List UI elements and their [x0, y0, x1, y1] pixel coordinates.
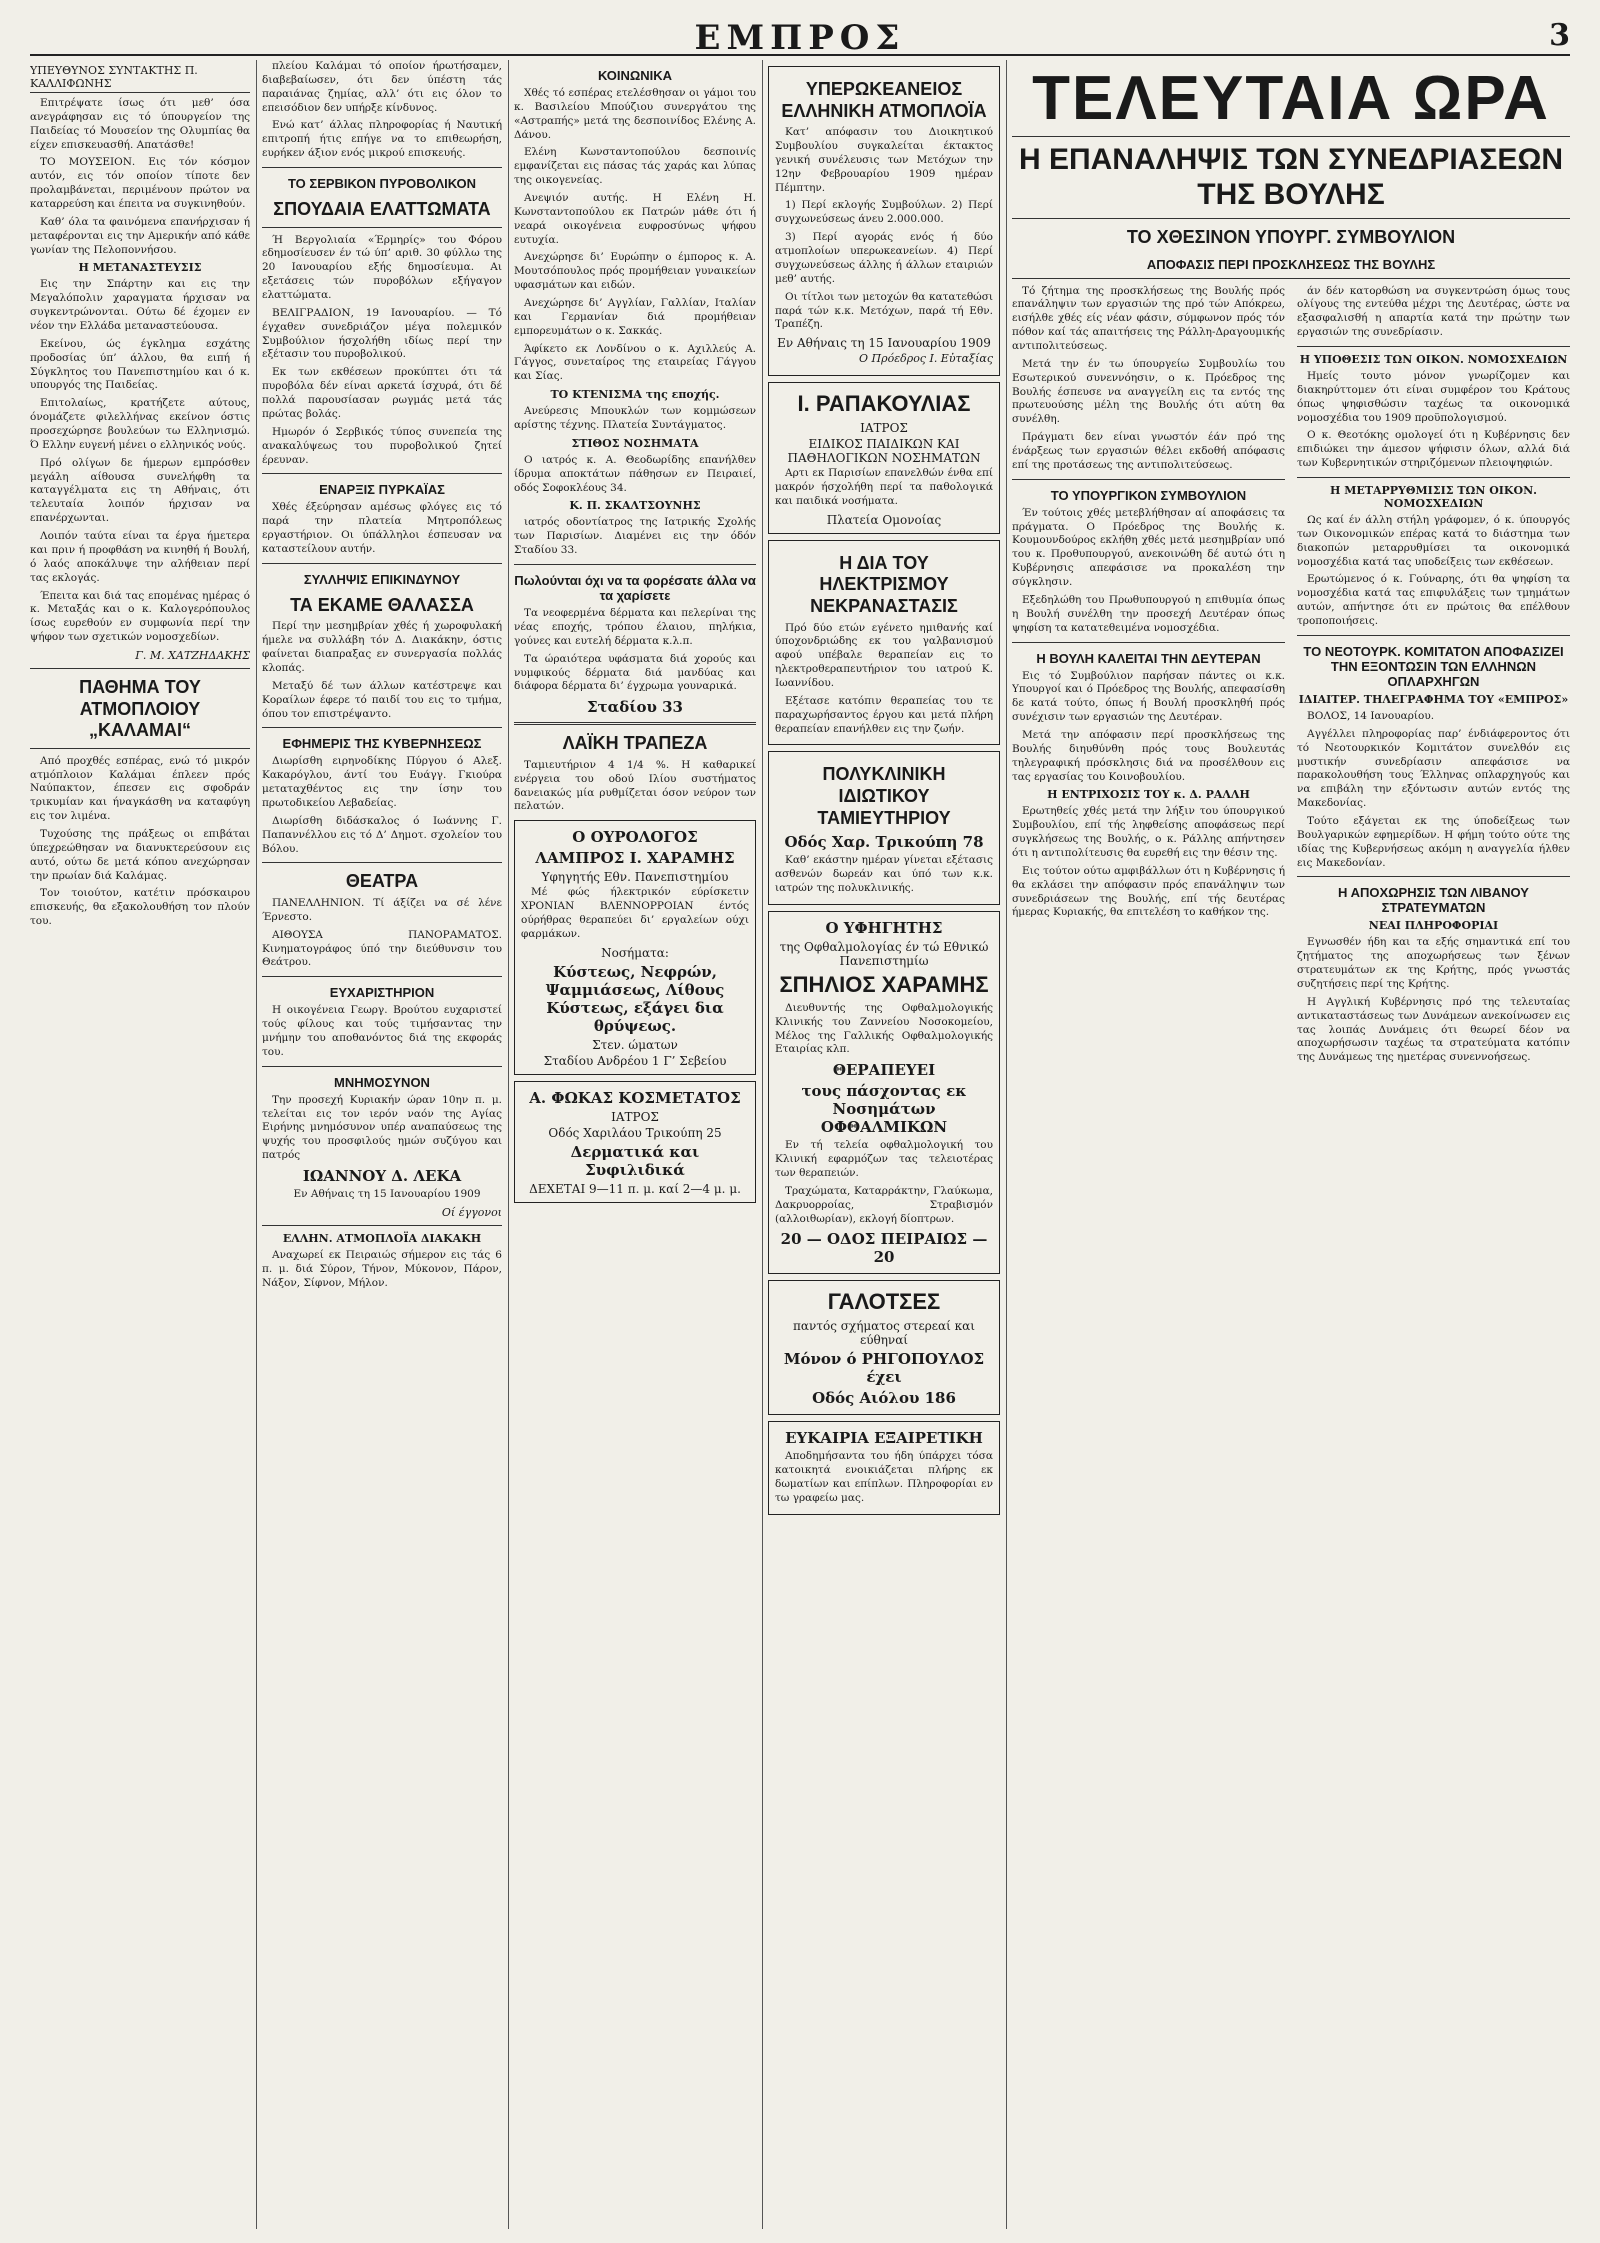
- ad-heading: ΥΠΕΡΩΚΕΑΝΕΙΟΣ ΕΛΛΗΝΙΚΗ ΑΤΜΟΠΛΟΪΑ: [781, 79, 987, 121]
- divider: [1297, 876, 1570, 877]
- article-paragraph: Ανεχώρησε δι’ Αγγλίαν, Γαλλίαν, Ιταλίαν και Γερμανίαν διά προμήθειαν εμπορευμάτων ο κ. Σακκάς.: [514, 297, 756, 337]
- article-paragraph: Εκ των εκθέσεων προκύπτει ότι τά πυροβόλα δέν είναι αρκετά ίσχυρά, ότι δέ πολλά παρουσίασαν ρωγμάς μετά τάς πρώτας βολάς.: [262, 366, 502, 420]
- divider: [1297, 477, 1570, 478]
- divider: [30, 668, 250, 669]
- divider: [262, 1066, 502, 1067]
- article-headline: ΣΥΛΛΗΨΙΣ ΕΠΙΚΙΝΔΥΝΟΥ: [303, 571, 461, 587]
- ad-text: Μόνον ό ΡΗΓΟΠΟΥΛΟΣ έχει: [783, 1350, 985, 1387]
- divider: [1297, 635, 1570, 636]
- doctor-specialty: ΕΙΔΙΚΟΣ ΠΑΙΔΙΚΩΝ ΚΑΙ ΠΑΘΗΛΟΓΙΚΩΝ ΝΟΣΗΜΑΤΩΝ: [787, 437, 981, 466]
- ad-date: Εν Αθήναις τη 15 Ιανουαρίου 1909: [777, 336, 991, 351]
- section-heading: Η ΜΕΤΑΝΑΣΤΕΥΣΙΣ: [78, 261, 202, 275]
- divider: [30, 748, 250, 749]
- divider: [262, 167, 502, 168]
- sub-headline: ΤΟ ΧΘΕΣΙΝΟΝ ΥΠΟΥΡΓ. ΣΥΜΒΟΥΛΙΟΝ: [1126, 227, 1456, 247]
- doctor-name: Ι. ΡΑΠΑΚΟΥΛΙΑΣ: [797, 391, 971, 417]
- ad-address: Σταδίου Ανδρέου 1 Γ’ Σεβείου: [543, 1053, 727, 1068]
- article-paragraph: Ταμιευτήριον 4 1/4 %. Η καθαρικεί ενέργεια του οδού Ιλίου συστήματος δανειακώς μία ρυθμίζεται όσον νεύρον των πελατών.: [514, 758, 756, 813]
- dateline: ΒΟΛΟΣ, 14 Ιανουαρίου.: [1307, 709, 1435, 722]
- article-headline: ΤΟ ΣΕΡΒΙΚΟΝ ΠΥΡΟΒΟΛΙΚΟΝ: [287, 176, 477, 192]
- article-headline: ΕΛΛΗΝ. ΑΤΜΟΠΛΟΪΑ ΔΙΑΚΑΚΗ: [282, 1231, 482, 1245]
- section-heading: Η ΕΝΤΡΙΧΟΣΙΣ ΤΟΥ κ. Δ. ΡΑΛΛΗ: [1047, 788, 1250, 802]
- ad-signature: Ο Πρόεδρος Ι. Εὐταξίας: [859, 352, 993, 366]
- article-paragraph: Ερωτώμενος ό κ. Γούναρης, ότι θα ψηφίση τα νομοσχέδια κατά τας επιφυλάξεις των τμημάτων αυτών, απήντησε ότι εν πρώτοις θα επέλθουν τροποποιήσεις.: [1297, 573, 1570, 628]
- article-paragraph: Πρό ολίγων δε ήμερων εμπρόσθεν μεγάλη αίθουσα συνελήφθη τα καταγγέλματα εις τη Αθήναις, ότι τελευταία λοιπόν ήρχισαν να επανέρχωνται.: [30, 456, 250, 525]
- doctor-specialty: Δερματικά και Συφιλιδικά: [570, 1142, 700, 1179]
- section-heading: ΤΟ ΝΕΟΤΟΥΡΚ. ΚΟΜΙΤΑΤΟΝ ΑΠΟΦΑΣΙΖΕΙ ΤΗΝ ΕΞΟΝΤΩΣΙΝ ΤΩΝ ΕΛΛΗΝΩΝ ΟΠΛΑΡΧΗΓΩΝ: [1303, 643, 1564, 689]
- article-paragraph: Χθές τό εσπέρας ετελέσθησαν οι γάμοι του κ. Βασιλείου Μπούζιου συνεργάτου της «Αστραπής» μετά της δεσποινίδος Ελένης Α. Δάνου.: [514, 87, 756, 141]
- article-paragraph: Ερωτηθείς χθές μετά την λήξιν του ύπουργικού Συμβουλίου, επί τής ληφθείσης αποφάσεως περί συγκλήσεως της Βουλής, ο κ. Ράλλης απήντησεν ότι η αντιπολίτευσις θα ευρεθή εις την θέσιν της.: [1012, 805, 1285, 859]
- ad-text: Τραχώματα, Καταρράκτην, Γλαύκωμα, Δακρυορροίας, Στραβισμόν (αλλοιθωρίαν), εκλογή δίοπτρων.: [775, 1184, 993, 1225]
- ad-text: Διευθυντής της Οφθαλμολογικής Κλινικής του Ζαννείου Νοσοκομείου, Μέλος της Γαλλικής Οφθαλμολογικής Εταιρίας κλπ.: [775, 1001, 993, 1056]
- article-paragraph: Αναχωρεί εκ Πειραιώς σήμερον εις τάς 6 π. μ. διά Σύρον, Τήνον, Μύκονον, Πάρον, Νάξον, Σίφνον, Μήλον.: [262, 1248, 502, 1289]
- article-paragraph: Ο ιατρός κ. Α. Θεοδωρίδης επανήλθεν ίδρυμα αποκτάτων πάθησων εν Πειραιεί, οδός Σοφοκλέους 34.: [514, 453, 756, 494]
- office-hours: ΔΕΧΕΤΑΙ 9—11 π. μ. καί 2—4 μ. μ.: [529, 1181, 741, 1196]
- ad-text: Πρό δύο ετών εγένετο ημιθανής καί ύποχονδριώδης εκ του γαλβανισμού αφού υπέβαλε θεραπείαν εις το ηλεκτροθεραπευτήριον του ιατρού Κ. Ιωαννίδου.: [775, 621, 993, 690]
- divider: [514, 564, 756, 565]
- divider: [1012, 479, 1285, 480]
- article-paragraph: Εξεδηλώθη του Πρωθυπουργού η επιθυμία όπως η Βουλή συνέλθη την προσεχή Δευτέραν όπως ψηφίση τα κατατεθειμένα νομοσχέδια.: [1012, 593, 1285, 634]
- article-paragraph: Τα ώραιότερα υφάσματα διά χορούς και νυμφικούς δέρματα διά μανδύας και διάφορα δέρματα δι’ έγχρωμα γουναρικά.: [514, 652, 756, 693]
- article-paragraph: Εγνωσθέν ήδη και τα εξής σημαντικά επί του ζητήματος της αποχωρήσεως των ξένων στρατευμάτων εκ της Κρήτης, πρός γνωστάς συζητήσεις περί της Κρήτης.: [1297, 936, 1570, 990]
- ad-text: 3) Περί αγοράς ενός ή δύο ατμοπλοίων υπερωκεανείων. 4) Περί συγχωνεύσεως άλλης ή άλλων εταιριών μεθ’ αυτής.: [775, 231, 993, 285]
- article-headline: ΣΠΟΥΔΑΙΑ ΕΛΑΤΤΩΜΑΤΑ: [273, 199, 491, 220]
- article-paragraph: Λοιπόν ταύτα είναι τα έργα ήμετερα και πριν ή προφθάση να κινηθή ή Βουλή, ό λαός αποκάλυψε την αλήθειαν περί τας εκλογάς.: [30, 530, 250, 584]
- doctor-credential: Υφηγητής Εθν. Πανεπιστημίου: [541, 870, 729, 885]
- article-paragraph: Ανεύρεσις Μπουκλών των κομμώσεων αρίστης τέχνης. Πλατεία Συντάγματος.: [514, 405, 756, 432]
- divider: [1012, 218, 1570, 219]
- advertisement-box: [768, 66, 1000, 376]
- newspaper-title: ΕΜΠΡΟΣ: [694, 18, 906, 58]
- masthead: [30, 18, 1570, 56]
- divider: [1012, 136, 1570, 137]
- doctor-name: Α. ΦΩΚΑΣ ΚΟΣΜΕΤΑΤΟΣ: [529, 1088, 741, 1107]
- advertisement-box: [768, 540, 1000, 746]
- section-heading: Η ΑΠΟΧΩΡΗΣΙΣ ΤΩΝ ΛΙΒΑΝΟΥ ΣΤΡΑΤΕΥΜΑΤΩΝ: [1338, 885, 1529, 916]
- ad-address: Οδός Αιόλου 186: [812, 1389, 956, 1408]
- article-paragraph: Έπειτα και διά τας επομένας ημέρας ό κ. Μεταξάς και ο κ. Καλογερόπουλος ίσως ευρεθούν εν συμφωνία περί την ψήφον των σχετικών νομοσχεδίων.: [30, 589, 250, 644]
- editor-byline: ΥΠΕΥΘΥΝΟΣ ΣΥΝΤΑΚΤΗΣ Π. ΚΑΛΛΙΦΩΝΗΣ: [30, 64, 250, 93]
- ad-heading: ΣΤΙΘΟΣ ΝΟΣΗΜΑΤΑ: [571, 436, 699, 450]
- section-heading: Η ΒΟΥΛΗ ΚΑΛΕΙΤΑΙ ΤΗΝ ΔΕΥΤΕΡΑΝ: [1036, 650, 1261, 666]
- divider: [262, 227, 502, 228]
- article-paragraph: Ως καί έν άλλη στήλη γράφομεν, ό κ. ύπουργός των Οικονομικών επέρας κατά το διάστημα των διακοπών μεταρρυθμίσει τα οικονομικά νομοσχέδια κατά τας υποδείξεις των εκθέσεων.: [1297, 514, 1570, 568]
- divider: [262, 862, 502, 863]
- article-paragraph: Ή Βεργολιαία «Έρμηρίς» του Φόρου εδημοσίευσεν έν τώ ύπ’ αριθ. 30 φύλλω της 20 Ιανουαρίου εξής δημοσίευμα. Αι εξετάσεις τών πυροβόλων εξήγαγον ελαττώματα.: [262, 233, 502, 302]
- ad-text: Κατ’ απόφασιν του Διοικητικού Συμβουλίου συγκαλείται έκτακτος γενική συνέλευσις των Μετόχων την 12ην Φεβρουαρίου 1909 ημέραν Πέμπτην.: [775, 126, 993, 194]
- article-paragraph: Ανεψιόν αυτής. Η Ελένη Η. Κωνσταντοπούλου εκ Πατρών μάθε ότι ή νεαρά οικογένεια ευφροσύνως ψήφου ευτυχία.: [514, 192, 756, 246]
- column-1: [30, 60, 250, 2229]
- ad-text: 1) Περί εκλογής Συμβούλων. 2) Περί συγχωνεύσεως άνευ 2.000.000.: [775, 199, 993, 226]
- ad-text: τους πάσχοντας εκ Νοσημάτων ΟΦΘΑΛΜΙΚΩΝ: [801, 1082, 967, 1137]
- section-heading: Η ΜΕΤΑΡΡΥΘΜΙΣΙΣ ΤΩΝ ΟΙΚΟΝ. ΝΟΜΟΣΧΕΔΙΩΝ: [1330, 484, 1537, 511]
- section-heading: Η ΥΠΟΘΕΣΙΣ ΤΩΝ ΟΙΚΟΝ. ΝΟΜΟΣΧΕΔΙΩΝ: [1299, 353, 1568, 367]
- article-headline: ΠΑΘΗΜΑ ΤΟΥ ΑΤΜΟΠΛΟΙΟΥ „ΚΑΛΑΜΑΙ“: [79, 676, 201, 741]
- divider: [1297, 346, 1570, 347]
- article-headline: ΕΦΗΜΕΡΙΣ ΤΗΣ ΚΥΒΕΡΝΗΣΕΩΣ: [282, 736, 482, 752]
- article-paragraph: Καθ’ όλα τα φαινόμενα επανήρχισαν ή μεταφέρονται εις την Αμερικήν από κάθε γωνίαν της Πελοποννήσου.: [30, 215, 250, 256]
- ad-text: Οι τίτλοι των μετοχών θα κατατεθώσι παρά τών κ.κ. Μετόχων, παρά τή Εθν. Τραπέζη.: [775, 290, 993, 331]
- article-paragraph: Τυχούσης της πράξεως οι επιβάται ύπεχρεώθησαν να διανυκτερεύσουν εις αυτό, ούτω δε μετά κόπου ανεχώρησαν την πρωίαν διά Καλάμας.: [30, 828, 250, 882]
- doctor-name: ΛΑΜΠΡΟΣ Ι. ΧΑΡΑΜΗΣ: [535, 849, 735, 868]
- article-paragraph: Ενώ κατ’ άλλας πληροφορίας ή Ναυτική επιτροπή ήτις επήγε να το επιθεωρήση, ευρήκεν άξιον ενός μικρού επισκευής.: [262, 119, 502, 160]
- column-separator: [508, 60, 509, 2229]
- doctor-title: ΙΑΤΡΟΣ: [860, 421, 908, 436]
- article-paragraph: Η οικογένεια Γεωργ. Βρούτου ευχαριστεί τούς φίλους και τούς τιμήσαντας την μνήμην του αποθανόντος διά της εκφοράς του.: [262, 1004, 502, 1058]
- ad-address: Πλατεία Ομονοίας: [826, 512, 942, 527]
- two-column-body: [1012, 285, 1570, 1070]
- article-paragraph: Εις τό Συμβούλιον παρήσαν πάντες οι κ.κ. Υπουργοί και ό Πρόεδρος της Βουλής, απεφασίσθη δε κατά τούτο, όπως ή Βουλή προσκληθή πρός συνέχισιν των εργασιών της Δευτέραν.: [1012, 669, 1285, 724]
- memorial-date: Εν Αθήναις τη 15 Ιανουαρίου 1909: [293, 1188, 481, 1201]
- article-paragraph: Διωρίσθη διδάσκαλος ό Ιωάννης Γ. Παπαννέλλου εις τό Δ’ Δημοτ. σχολείον του Βόλου.: [262, 814, 502, 855]
- article-paragraph: Την προσεχή Κυριακήν ώραν 10ην π. μ. τελείται εις τον ιερόν ναόν της Αγίας Ειρήνης μνημόσυνον υπέρ αναπαύσεως της ψυχής του προσφιλούς ημών συζύγου και πατρός: [262, 1093, 502, 1162]
- ad-heading: Ο ΟΥΡΟΛΟΓΟΣ: [572, 828, 698, 847]
- advertisement-box: [514, 820, 756, 1074]
- article-headline: ΕΝΑΡΞΙΣ ΠΥΡΚΑΪΑΣ: [319, 482, 445, 498]
- ad-address: Σταδίου 33: [586, 698, 683, 717]
- ad-heading: ΕΥΚΑΙΡΙΑ ΕΞΑΙΡΕΤΙΚΗ: [785, 1429, 983, 1448]
- advertisement-box: [768, 1280, 1000, 1415]
- ad-text: Μέ φώς ήλεκτρικόν εύρίσκετιν ΧΡΟΝΙΑΝ ΒΛΕΝΝΟΡΡΟΙΑΝ έντός ούρήθρας θεραπεύει δι’ εργαλείων ούχι φαρμάκων.: [521, 886, 749, 940]
- ad-text: παντός σχήματος στερεαί και εύθηναί: [793, 1319, 975, 1348]
- memorial-name: ΙΩΑΝΝΟΥ Δ. ΛΕΚΑ: [302, 1167, 462, 1186]
- advertisement-box: [768, 751, 1000, 904]
- article-paragraph: ΒΕΛΙΓΡΑΔΙΟΝ, 19 Ιανουαρίου. — Τό έγχαθεν συνεδριάζον μέγα πολεμικόν Συμβούλιον ήσχολήθη ιδίως περί την εξέτασιν του πυροβολικού.: [262, 306, 502, 361]
- column-3: [514, 60, 756, 2229]
- article-paragraph: Εκείνου, ώς έγκλημα εσχάτης προδοσίας ύπ’ άλλου, θα ειπή ή Σύγκλητος του Πανεπιστημίου και ό κ. υπουργός της Παιδείας.: [30, 337, 250, 392]
- ad-text: Νοσήματα:: [601, 945, 669, 960]
- ad-heading: Ο ΥΦΗΓΗΤΗΣ: [825, 918, 943, 937]
- doctor-title: ΙΑΤΡΟΣ: [611, 1109, 659, 1124]
- memorial-signature: Οί έγγονοι: [441, 1205, 502, 1219]
- article-paragraph: Τό ζήτημα της προσκλήσεως της Βουλής πρός επανάληψιν των εργασιών της πρό τών Απόκρεω, εισήλθε χθές είς νέαν φάσιν, σύμφωνον πρός τόν πόθον καί τάς απαιτήσεις της Ράλλη-Δραγουμικής αντιπολιτεύσεως.: [1012, 284, 1285, 353]
- article-paragraph: Έν τούτοις χθές μετεβλήθησαν αί αποφάσεις τα πράγματα. Ο Πρόεδρος της Βουλής κ. Κουμουνδούρος εκλήθη χθές μετά μεσημβρίαν υπό του κ. Προθυπουργού, ανεκοινώθη δέ αυτώ ότι η Κυβέρνησις απεφάσισε να προκαλέση την σύγκλησιν.: [1012, 506, 1285, 589]
- ad-address: Οδός Χαριλάου Τρικούπη 25: [548, 1125, 722, 1140]
- article-paragraph: Άφίκετο εκ Λονδίνου ο κ. Αχιλλεύς Α. Γάγγος, συνεταίρος της εταιρείας Γάγγου και Σίας.: [514, 342, 756, 383]
- article-paragraph: Αγγέλλει πληροφορίας παρ’ ένδιάφεροντος ότι τό Νεοτουρκικόν Κομιτάτον συνελθόν εις μυστικήν συνεδρίασιν απεφάσισε να παρακολουθήση τους Έλληνας οπλαρχηγούς και να επιβάλη την εξόντωσιν αυτών εντός της Μακεδονίας.: [1297, 727, 1570, 810]
- article-paragraph: Εις τούτον ούτω αμφιβάλλων ότι η Κυβέρνησις ή θα εκλάσει την απόφασιν πρός επανάληψιν των συνεδριάσεων της Βουλής, επί τής δευτέρας ήμερας Κυριακής, θα επιτελέση το καθήκον της.: [1012, 864, 1285, 919]
- ad-heading: ΤΟ ΚΤΕΝΙΣΜΑ της εποχής.: [550, 388, 720, 402]
- advertisement-box: [768, 911, 1000, 1275]
- ad-heading: ΠΟΛΥΚΛΙΝΙΚΗ ΙΔΙΩΤΙΚΟΥ ΤΑΜΙΕΥΤΗΡΙΟΥ: [817, 764, 951, 828]
- article-paragraph: Διωρίσθη ειρηνοδίκης Πύργου ό Αλεξ. Κακαρόγλου, άντί του Ευάγγ. Γκιούρα μεταταχθέντος εις την ίσην του πρωτοδικείου Λεβαδείας.: [262, 755, 502, 809]
- divider: [262, 1225, 502, 1226]
- article-paragraph: Τον τοιούτον, κατέτιν πρόσκαιρου επισκευής, θα εξακολουθήση τον πλούν του.: [30, 887, 250, 928]
- article-paragraph: Πράγματι δεν είναι γνωστόν έάν πρό της ένάρξεως των εργασιών θέλει εκδοθή απόφασις επί της προτάσεως της αντιπολιτεύσεως.: [1012, 431, 1285, 471]
- ad-heading: ΓΑΛΟΤΣΕΣ: [827, 1289, 941, 1315]
- article-paragraph: Περί την μεσημβρίαν χθές ή χωροφυλακή ήμελε να συλλάβη τόν Δ. Διακάκην, όστις φαίνεται διαπραξας εν συνεργασία πολλάς κλοπάς.: [262, 620, 502, 674]
- sub-headline: ΑΠΟΦΑΣΙΣ ΠΕΡΙ ΠΡΟΣΚΛΗΣΕΩΣ ΤΗΣ ΒΟΥΛΗΣ: [1146, 256, 1436, 272]
- column-5-last-hour: [1012, 60, 1570, 2229]
- section-heading: ΚΟΙΝΩΝΙΚΑ: [597, 68, 673, 83]
- article-paragraph: Ελένη Κωνσταντοπούλου δεσποινίς εμφανίζεται εις πάσας τάς χαράς και λύπας της οικογενείας.: [514, 146, 756, 187]
- article-paragraph: ΠΑΝΕΛΛΗΝΙΟΝ. Τί άξίζει να σέ λένε Έρνεστο.: [262, 897, 502, 923]
- ad-address: Οδός Χαρ. Τρικούπη 78: [784, 833, 984, 852]
- ad-text: της Οφθαλμολογίας έν τώ Εθνικώ Πανεπιστημίω: [779, 939, 989, 968]
- article-paragraph: ΑΙΘΟΥΣΑ ΠΑΝΟΡΑΜΑΤΟΣ. Κινηματογράφος ύπό την διεύθυνσιν του Θεάτρου.: [262, 928, 502, 969]
- divider: [262, 563, 502, 564]
- column-2: [262, 60, 502, 2229]
- article-paragraph: Επιτολαίως, κρατήζετε αύτους, όνομάζετε φιλελλήνας εκείνον όστις προσεχώρησε βουλεύων τω Ελληνισμώ. Ό Ελλην ευγενή μένει ο ελληνικός νούς.: [30, 397, 250, 451]
- advertisement-box: [514, 1081, 756, 1203]
- ad-text: Καθ’ εκάστην ημέραν γίνεται εξέτασις ασθενών δωρεάν και ύπό των κ.κ. ιατρών της πολυκλινικής.: [775, 854, 993, 894]
- article-paragraph: Μεταξύ δέ των άλλων κατέστρεψε και Κοραίλων έφερε τό παιδί του εις το τμήμα, όπου τον επιστρέψαντο.: [262, 679, 502, 720]
- page-number: 3: [1549, 18, 1570, 53]
- article-paragraph: Ημωρόν ό Σερβικός τύπος συνεπεία της ανακαλύψεως του πυροβολικού ζητεί έρευναν.: [262, 425, 502, 466]
- article-paragraph: Ημείς τουτο μόνον γνωρίζομεν και διακηρύττομεν ότι είναι συμφέρον του Κράτους όπως ψηφισθώσιν ταχέως τα οικονομικά νομοσχέδια του 1909 προϋπολογισμού.: [1297, 370, 1570, 424]
- article-headline: ΜΝΗΜΟΣΥΝΟΝ: [334, 1074, 430, 1090]
- article-paragraph: Ανεχώρησε δι’ Ευρώπην ο έμπορος κ. Α. Μουτσόπουλος πρός προμήθειαν γυναικείων υφασμάτων και ειδών.: [514, 251, 756, 292]
- ad-text: Αποδημήσαντα του ήδη ύπάρχει τόσα κατοικητά ενοικιάζεται πλήρης εκ δωματίων και επίπλων. Πληροφορίαι εν τω γραφείω μας.: [775, 1450, 993, 1504]
- column-separator: [762, 60, 763, 2229]
- ad-text: ΘΕΡΑΠΕΥΕΙ: [832, 1061, 936, 1080]
- article-paragraph: Μετά την έν τω ύπουργείω Συμβουλίω του Εσωτερικού συνεννόησιν, ο κ. Πρόεδρος της Βουλής έσπευσε να αναγγείλη εις τα εντός της πρωτευούσης μέλη της Βουλής ότι αύτη θα συνέλθη.: [1012, 357, 1285, 426]
- article-paragraph: πλείου Καλάμαι τό οποίον ήρωτήσαμεν, διαβεβαίωσεν, ότι δεν ύπέστη τάς παραιάνας ζημίας, αλλ’ ότι εις όλον το επεισόδιον δεν υπήρξε κίνδυνος.: [262, 60, 502, 114]
- ad-text: Αρτι εκ Παρισίων επανελθών ένθα επί μακρόν ήσχολήθη περί τα παθολογικά και παιδικά νοσήματα.: [775, 467, 993, 507]
- article-paragraph: Επιτρέψατε ίσως ότι μεθ’ όσα ανεγράφησαν εις τό ύπουργείον της Παιδείας τό Μουσείον της Ολυμπίας θα είχεν επισκευασθή. Απατάσθε!: [30, 97, 250, 151]
- column-separator: [1006, 60, 1007, 2229]
- article-paragraph: Η Αγγλική Κυβέρνησις πρό της τελευταίας αντικαταστάσεως των Δυνάμεων ανεκοίνωσεν εις τας λοιπάς Δυνάμεις ότι θεωρεί δέον να αποχωρήσωσιν ταχέως τα στρατεύματα κατόπιν της Δυνάμεως της ημετέρας συνεννοήσεως.: [1297, 995, 1570, 1064]
- ad-text: Εξέτασε κατόπιν θεραπείας του τε παραχωρήσαντος έργου και μετά πλήρη θεραπείαν επανήλθεν εις την ζωήν.: [775, 694, 993, 735]
- doctor-name: ΣΠΗΛΙΟΣ ΧΑΡΑΜΗΣ: [779, 971, 989, 997]
- article-paragraph: Ο κ. Θεοτόκης ομολογεί ότι η Κυβέρνησις δεν επιδιώκει την άμεσον ψήφισιν όλων, αλλά διά των Κυβερνητικών στηριζόμενων πλειοψηφιών.: [1297, 429, 1570, 470]
- article-headline: ΘΕΑΤΡΑ: [345, 871, 419, 892]
- article-paragraph: Εις την Σπάρτην και εις την Μεγαλόπολιν χαραγματα ήρχισαν να συγκεντρώνονται. Ούτω δέ έχομεν εν νέον την Ελλάδα μεταναστεύουσα.: [30, 278, 250, 333]
- author-signature: Γ. Μ. ΧΑΤΖΗΔΑΚΗΣ: [135, 648, 250, 662]
- section-heading: ΝΕΑΙ ΠΛΗΡΟΦΟΡΙΑΙ: [1368, 919, 1499, 933]
- ad-heading: ΛΑΪΚΗ ΤΡΑΠΕΖΑ: [562, 733, 708, 754]
- ad-text: Κύστεως, Νεφρών, Ψαμμιάσεως, Λίθους Κύστεως, εξάγει δια θρύψεως.: [545, 962, 725, 1035]
- article-paragraph: ιατρός οδοντίατρος της Ιατρικής Σχολής των Παρισίων. Διαμένει εις την όδόν Σταδίου 33.: [514, 516, 756, 557]
- ad-heading: Η ΔΙΑ ΤΟΥ ΗΛΕΚΤΡΙΣΜΟΥ ΝΕΚΡΑΝΑΣΤΑΣΙΣ: [810, 552, 958, 616]
- section-heading: ΤΟ ΥΠΟΥΡΓΙΚΟΝ ΣΥΜΒΟΥΛΙΟΝ: [1050, 487, 1247, 503]
- article-paragraph: Χθές έξεύρησαν αμέσως φλόγες εις τό παρά την πλατεία Μητροπόλεως εργαστήριον. Οι ύπάλληλοι έσπευσαν να καταστείλουν αυτήν.: [262, 501, 502, 555]
- column-4: [768, 60, 1000, 2229]
- ad-text: Στεν. ώματων: [592, 1037, 678, 1052]
- divider: [262, 727, 502, 728]
- article-paragraph: Μετά την απόφασιν περί προσκλήσεως της Βουλής διηυθύνθη πρός τους Βουλευτάς τηλεγραφική πρόσκλησις διά να προσέλθουν εις τας εργασίας του Κοινοβουλίου.: [1012, 728, 1285, 783]
- divider: [514, 722, 756, 725]
- divider: [1012, 278, 1570, 279]
- section-banner: ΤΕΛΕΥΤΑΙΑ ΩΡΑ: [1032, 64, 1550, 133]
- article-headline: ΤΑ ΕΚΑΜΕ ΘΑΛΑΣΣΑ: [290, 594, 474, 615]
- ad-text: Εν τή τελεία οφθαλμολογική του Κλινική εφαρμόζων τας τελειοτέρας των θεραπειών.: [775, 1139, 993, 1179]
- left-subcolumn: [1012, 285, 1285, 1070]
- article-paragraph: Από προχθές εσπέρας, ενώ τό μικρόν ατμόπλοιον Καλάμαι έπλεεν πρός Ναύπακτον, έπεσεν εις σφοδράν τρικυμίαν και ήναγκάσθη να καταφύγη εις τον λιμένα.: [30, 754, 250, 823]
- advertisement-box: [768, 382, 1000, 534]
- article-headline: ΕΥΧΑΡΙΣΤΗΡΙΟΝ: [329, 985, 435, 1001]
- article-paragraph: Τα νεοφερμένα δέρματα και πελερίναι της νέας εποχής, τρόπου έλαιου, πηλήκια, γούνες και ευτελή δέρματα κ.λ.π.: [514, 607, 756, 647]
- article-paragraph: Τούτο εξάγεται εκ της ύποδείξεως των Βουλγαρικών εφημερίδων. Η φήμη τούτο ούτε της ιδίας της Κυβερνήσεως ακόμη η αναγγελία ήλθεν εις Μακεδονίαν.: [1297, 814, 1570, 869]
- article-paragraph: ΤΟ ΜΟΥΣΕΙΟΝ. Εις τόν κόσμον αυτόν, εις τόν οποίον τίποτε δεν προλαμβάνεται, περιμένουν πρώτον να καταρρεύση και έπειτα να συγκινηθούν.: [30, 156, 250, 211]
- divider: [262, 473, 502, 474]
- ad-address: 20 — ΟΔΟΣ ΠΕΙΡΑΙΩΣ — 20: [780, 1230, 988, 1267]
- article-paragraph: άν δέν κατορθώση να συγκεντρώση όμως τους ολίγους της εντεύθα μέχρι της Δευτέρας, ώστε να εξασφαλισθή η απαρτία κατά την πρώτην των εργασιών της συνεδρίασιν.: [1297, 284, 1570, 339]
- ad-heading: Κ. Π. ΣΚΑΛΤΣΟΥΝΗΣ: [569, 499, 701, 513]
- divider: [262, 976, 502, 977]
- section-heading: ΙΔΙΑΙΤΕΡ. ΤΗΛΕΓΡΑΦΗΜΑ ΤΟΥ «ΕΜΠΡΟΣ»: [1298, 692, 1569, 706]
- right-subcolumn: [1297, 285, 1570, 1070]
- divider: [1012, 642, 1285, 643]
- advertisement-box: [768, 1421, 1000, 1514]
- column-separator: [256, 60, 257, 2229]
- main-headline: Η ΕΠΑΝΑΛΗΨΙΣ ΤΩΝ ΣΥΝΕΔΡΙΑΣΕΩΝ ΤΗΣ ΒΟΥΛΗΣ: [1018, 143, 1564, 211]
- ad-heading: Πωλούνται όχι να τα φορέσατε άλλα να τα χαρίσετε: [514, 573, 756, 604]
